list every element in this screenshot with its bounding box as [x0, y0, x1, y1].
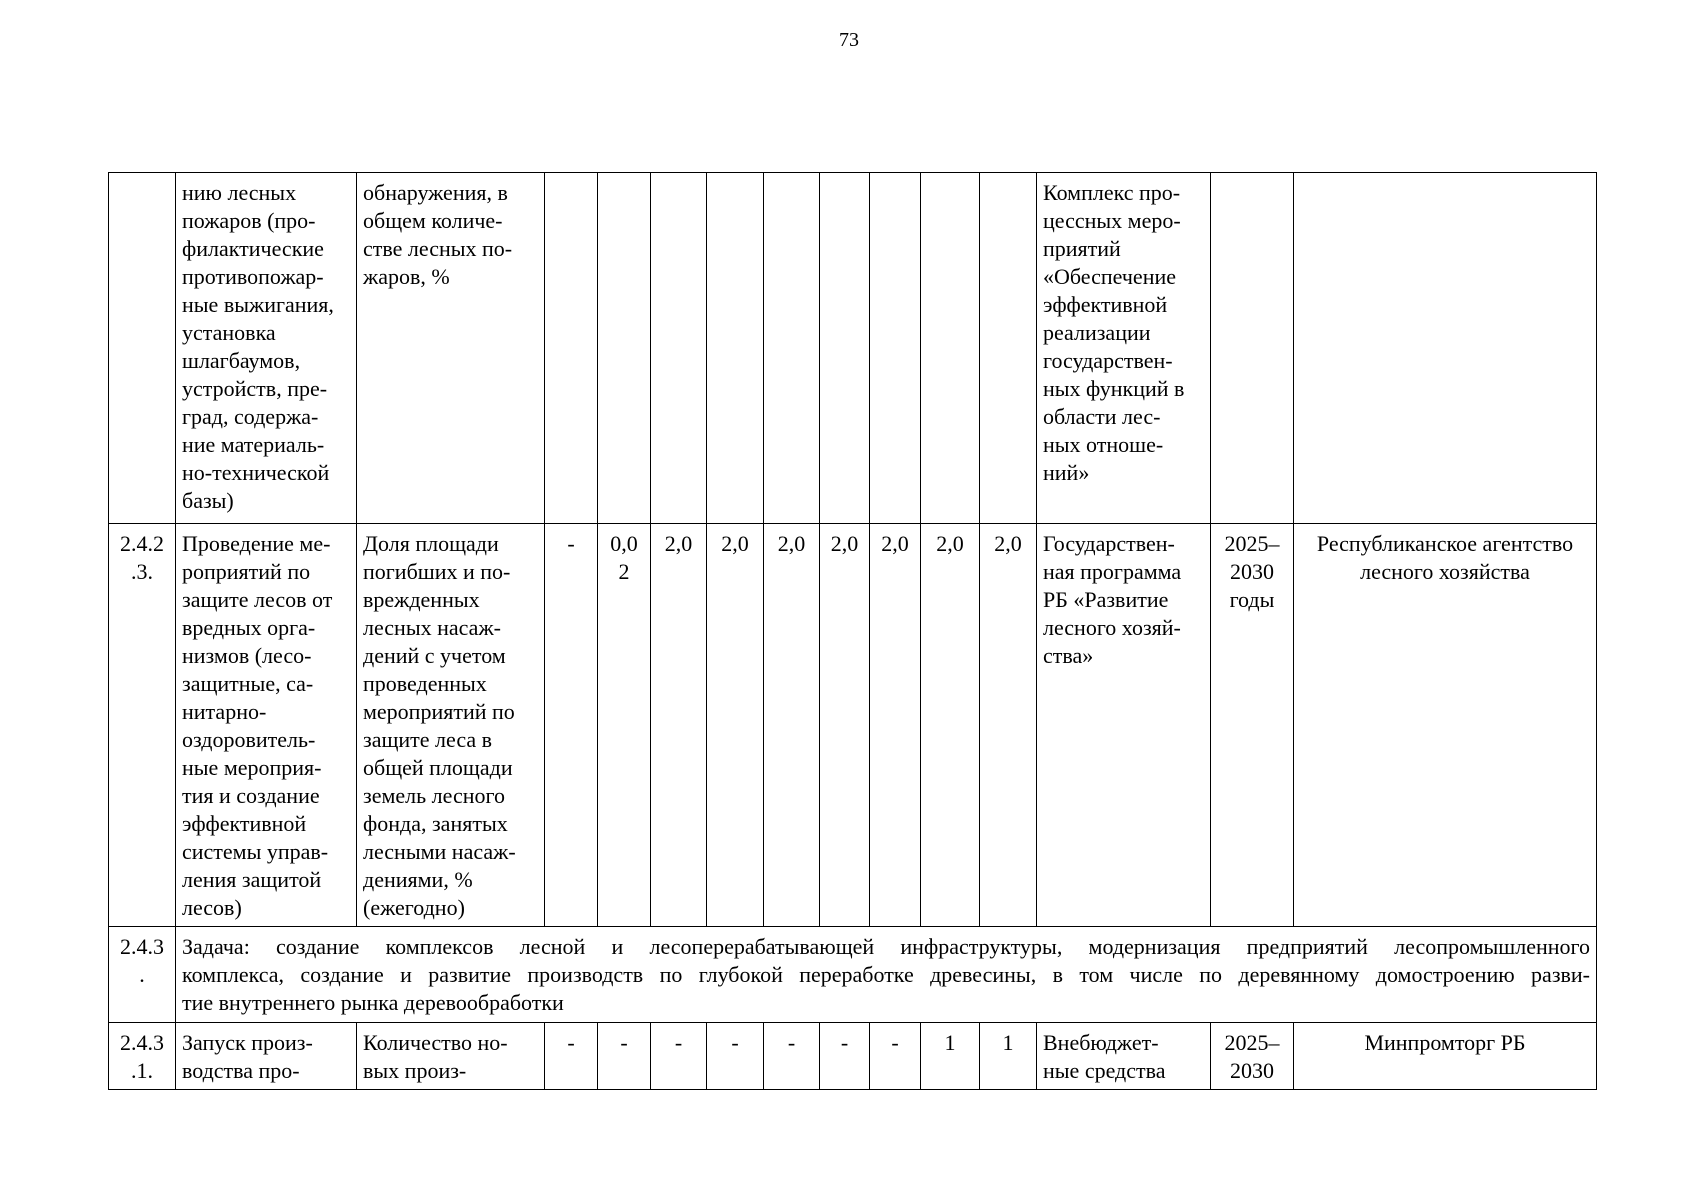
value-cell: [545, 173, 598, 524]
cell-line: вых произ-: [363, 1058, 467, 1083]
cell-line: Запуск произ-: [182, 1030, 313, 1055]
program-table: [108, 172, 1597, 1090]
value-cell: [764, 173, 820, 524]
indicator-cell: [357, 1023, 545, 1090]
value-cell: 2,0: [820, 524, 870, 927]
cell-line: области лес-: [1043, 404, 1161, 429]
cell-line: эффективной: [182, 811, 307, 836]
cell-line: общем количе-: [363, 208, 503, 233]
cell-line: Доля площади: [363, 531, 499, 556]
page-number: 73: [839, 29, 859, 51]
event-cell: [176, 1023, 357, 1090]
cell-line: дений с учетом: [363, 643, 506, 668]
value-cell: 2,0: [651, 524, 707, 927]
value-cell: 1: [980, 1023, 1037, 1090]
cell-line: ная программа: [1043, 559, 1182, 584]
cell-line: проведенных: [363, 671, 487, 696]
cell-line: дениями, %: [363, 867, 473, 892]
executor-cell: Республиканское агентство лесного хозяйства: [1294, 524, 1597, 927]
row-number-cell: [109, 173, 176, 524]
task-row: [109, 927, 1597, 1023]
cell-line: 2.4.3: [120, 1030, 164, 1055]
value-cell: -: [764, 1023, 820, 1090]
table-body: [109, 173, 1597, 1090]
cell-line: приятий: [1043, 236, 1121, 261]
cell-line: 2030: [1230, 1058, 1274, 1083]
value-cell: -: [651, 1023, 707, 1090]
cell-line: .1.: [131, 1058, 153, 1083]
value-cell: 2,0: [921, 524, 980, 927]
cell-line: стве лесных по-: [363, 236, 513, 261]
cell-line: установка: [182, 320, 276, 345]
value-cell: -: [545, 1023, 598, 1090]
cell-line: системы управ-: [182, 839, 329, 864]
task-text-line: Задача: создание комплексов лесной и лесоперерабатывающей инфраструктуры, модернизация предприятий лесопромышленного: [182, 934, 1590, 959]
cell-line: земель лесного: [363, 783, 505, 808]
cell-line: защитные, са-: [182, 671, 314, 696]
period-cell: [1211, 524, 1294, 927]
cell-line: ных отноше-: [1043, 432, 1164, 457]
cell-line: тия и создание: [182, 783, 320, 808]
cell-line: 2025–: [1224, 1030, 1280, 1055]
cell-line: водства про-: [182, 1058, 300, 1083]
cell-line: 2030: [1230, 559, 1274, 584]
indicator-cell: [357, 173, 545, 524]
value-cell: 2,0: [764, 524, 820, 927]
cell-line: лесов): [182, 895, 242, 920]
cell-line: ные мероприя-: [182, 755, 322, 780]
cell-line: но-технической: [182, 460, 330, 485]
cell-line: ства»: [1043, 643, 1094, 668]
cell-line: филактические: [182, 236, 324, 261]
cell-line: Комплекс про-: [1043, 180, 1181, 205]
cell-line: фонда, занятых: [363, 811, 508, 836]
cell-line: Количество но-: [363, 1030, 508, 1055]
cell-line: вредных орга-: [182, 615, 316, 640]
cell-line: роприятий по: [182, 559, 311, 584]
cell-line: град, содержа-: [182, 404, 319, 429]
value-cell: 0,0 2: [598, 524, 651, 927]
value-cell: 2,0: [870, 524, 921, 927]
event-cell: [176, 524, 357, 927]
cell-line: «Обеспечение: [1043, 264, 1176, 289]
cell-line: жаров, %: [363, 264, 450, 289]
cell-line: ний»: [1043, 460, 1090, 485]
value-cell: [598, 173, 651, 524]
value-cell: [707, 173, 764, 524]
cell-line: мероприятий по: [363, 699, 515, 724]
funding-source-cell: [1037, 524, 1211, 927]
value-cell: -: [870, 1023, 921, 1090]
task-text-line: тие внутреннего рынка деревообработки: [182, 990, 564, 1015]
value-cell: -: [820, 1023, 870, 1090]
cell-line: государствен-: [1043, 348, 1173, 373]
value-cell: [921, 173, 980, 524]
cell-line: реализации: [1043, 320, 1151, 345]
cell-line: 2.4.2: [120, 531, 164, 556]
cell-line: лесных насаж-: [363, 615, 501, 640]
cell-line: Проведение ме-: [182, 531, 331, 556]
value-cell: [651, 173, 707, 524]
cell-line: ние материаль-: [182, 432, 325, 457]
value-cell: [870, 173, 921, 524]
value-cell: 2,0: [980, 524, 1037, 927]
cell-line: нитарно-: [182, 699, 267, 724]
value-cell: [820, 173, 870, 524]
cell-line: Государствен-: [1043, 531, 1175, 556]
cell-line: базы): [182, 488, 234, 513]
cell-line: ления защитой: [182, 867, 322, 892]
value-cell: -: [545, 524, 598, 927]
cell-line: защите лесов от: [182, 587, 333, 612]
cell-line: РБ «Развитие: [1043, 587, 1169, 612]
cell-line: эффективной: [1043, 292, 1168, 317]
cell-line: Внебюджет-: [1043, 1030, 1159, 1055]
table-row: [109, 1023, 1597, 1090]
cell-line: .3.: [131, 559, 153, 584]
funding-source-cell: [1037, 1023, 1211, 1090]
cell-line: противопожар-: [182, 264, 324, 289]
row-number-cell: 2.4.3 .: [109, 927, 176, 1023]
cell-line: ных функций в: [1043, 376, 1185, 401]
value-cell: -: [598, 1023, 651, 1090]
executor-cell: [1294, 173, 1597, 524]
cell-line: оздоровитель-: [182, 727, 316, 752]
row-number-cell: [109, 1023, 176, 1090]
funding-source-cell: [1037, 173, 1211, 524]
cell-line: ные выжигания,: [182, 292, 334, 317]
cell-line: годы: [1229, 587, 1275, 612]
period-cell: [1211, 1023, 1294, 1090]
value-cell: [980, 173, 1037, 524]
cell-line: пожаров (про-: [182, 208, 316, 233]
task-text-cell: [176, 927, 1597, 1023]
cell-line: низмов (лесо-: [182, 643, 312, 668]
cell-line: врежденных: [363, 587, 480, 612]
value-cell: 2,0: [707, 524, 764, 927]
value-cell: 1: [921, 1023, 980, 1090]
cell-line: (ежегодно): [363, 895, 465, 920]
table-row: [109, 524, 1597, 927]
cell-line: лесного хозяй-: [1043, 615, 1181, 640]
cell-line: нию лесных: [182, 180, 297, 205]
cell-line: 2025–: [1224, 531, 1280, 556]
cell-line: погибших и по-: [363, 559, 511, 584]
cell-line: ные средства: [1043, 1058, 1166, 1083]
period-cell: [1211, 173, 1294, 524]
indicator-cell: [357, 524, 545, 927]
table-row: [109, 173, 1597, 524]
value-cell: -: [707, 1023, 764, 1090]
cell-line: общей площади: [363, 755, 513, 780]
cell-line: защите леса в: [363, 727, 493, 752]
cell-line: лесными насаж-: [363, 839, 516, 864]
cell-line: устройств, пре-: [182, 376, 328, 401]
cell-line: цессных меро-: [1043, 208, 1181, 233]
cell-line: обнаружения, в: [363, 180, 508, 205]
event-cell: [176, 173, 357, 524]
task-text-line: комплекса, создание и развитие производств по глубокой переработке древесины, в том числе по деревянному домостроению разви-: [182, 962, 1590, 987]
executor-cell: Минпромторг РБ: [1294, 1023, 1597, 1090]
cell-line: шлагбаумов,: [182, 348, 301, 373]
row-number-cell: [109, 524, 176, 927]
